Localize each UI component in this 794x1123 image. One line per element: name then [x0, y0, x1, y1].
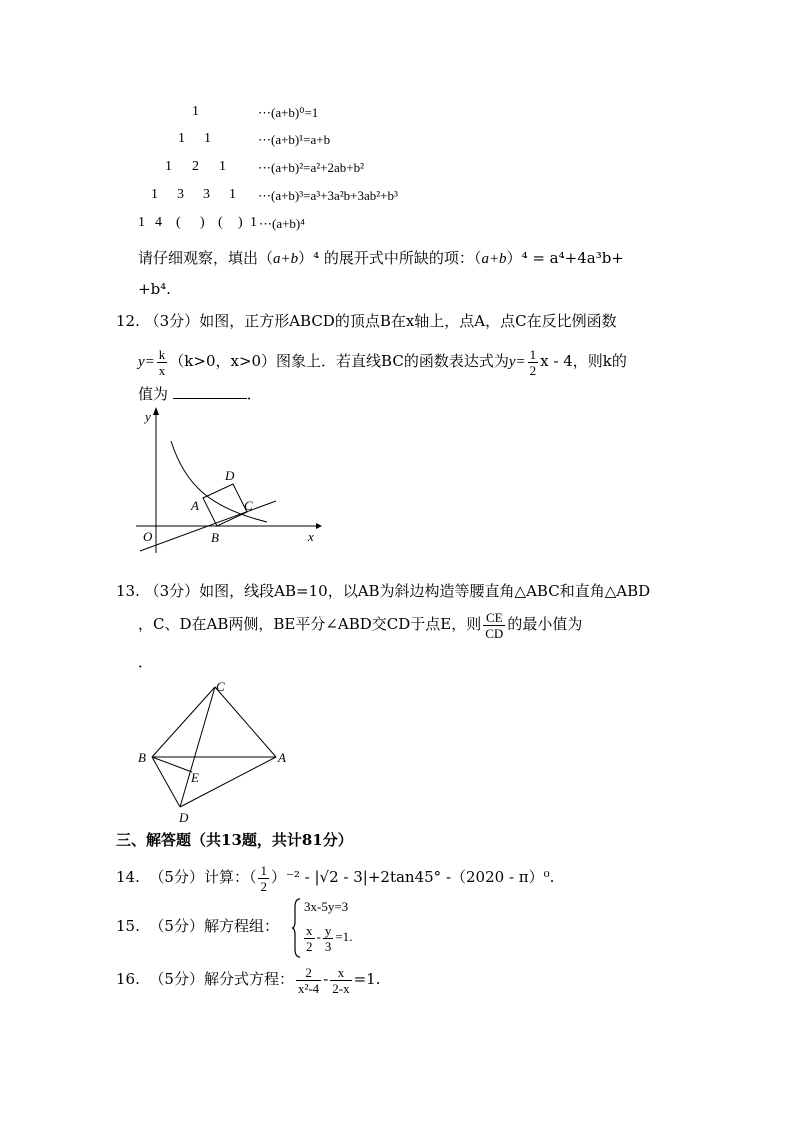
fraction-x-over-2 — [304, 923, 315, 954]
question-text: （5分）计算：（ — [149, 868, 257, 886]
minus-sign: - — [323, 970, 329, 988]
label-e: E — [191, 770, 199, 785]
fraction-denominator: x²-4 — [297, 980, 320, 996]
triangle-number: 1 — [192, 104, 199, 119]
expansion-formula: ⋯(a+b)¹=a+b — [258, 132, 331, 147]
question-number: 14. — [116, 868, 140, 886]
segment-ca — [215, 687, 276, 757]
q11-text-part: a+b — [273, 251, 299, 267]
question-text: x - 4，则k的 — [540, 352, 627, 370]
segment-be — [152, 757, 192, 772]
label-c: C — [244, 498, 253, 513]
question-text: =1. — [353, 970, 381, 988]
q13-line2 — [138, 606, 582, 642]
question-text: （k>0，x>0）图象上．若直线BC的函数表达式为 — [169, 352, 509, 370]
system-brace-icon — [292, 897, 302, 959]
triangle-paren: ( — [176, 215, 181, 230]
fraction-ce-over-cd — [483, 610, 505, 641]
fraction-denominator: 2 — [529, 362, 537, 378]
triangle-number: 2 — [192, 159, 199, 174]
equation-2: $\frac{x}{2}$ - $\frac{y}{3}$ =1. — [306, 922, 353, 954]
question-number: 12. — [116, 312, 140, 330]
question-text: （3分）如图，线段AB=10，以AB为斜边构造等腰直角△ABC和直角△ABD — [144, 582, 651, 600]
question-text: 如图，正方形ABCD的顶点B在x轴上，点A，点C在反比例函数 — [199, 312, 617, 330]
q13-figure — [135, 677, 295, 827]
q15-label — [116, 916, 279, 936]
fraction-one-half — [528, 347, 539, 378]
q12-line-y: y= — [508, 354, 526, 370]
question-text: 值为 — [138, 385, 169, 403]
segment-cb — [152, 687, 215, 757]
fraction-denominator: x — [158, 362, 166, 378]
triangle-number: 1 — [250, 215, 257, 230]
expansion-formula: ⋯(a+b)⁰=1 — [258, 105, 319, 120]
question-text: （5分）解分式方程： — [149, 970, 294, 988]
q12-func-y: y= — [138, 354, 155, 370]
triangle-number: 1 — [178, 131, 185, 146]
label-a: A — [191, 498, 199, 513]
label-a: A — [278, 750, 286, 765]
fraction-numerator: y — [324, 922, 332, 938]
triangle-number: 1 — [219, 159, 226, 174]
q16-line — [116, 962, 381, 996]
label-o: O — [143, 529, 153, 544]
fraction-denominator: 2 — [306, 938, 313, 954]
triangle-paren: ) — [238, 215, 243, 230]
triangle-number: 1 — [151, 187, 158, 202]
fraction-x-over-2-x — [330, 965, 351, 996]
fraction-numerator: CE — [483, 610, 505, 626]
label-x: x — [308, 529, 314, 544]
question-text: ． — [246, 385, 262, 403]
question-text: 的最小值为 — [507, 615, 583, 633]
fraction-k-over-x — [157, 347, 168, 378]
triangle-number: 1 — [138, 215, 145, 230]
expansion-formula: ⋯(a+b)²=a²+2ab+b² — [258, 160, 364, 175]
q11-text-part: 请仔细观察，填出（ — [138, 249, 274, 267]
q12-line1 — [116, 311, 617, 331]
question-text: ，C、D在AB两侧，BE平分∠ABD交CD于点E，则 — [138, 615, 482, 633]
label-d: D — [179, 810, 189, 825]
fraction-numerator: 1 — [260, 862, 267, 878]
triangle-number: 4 — [155, 215, 162, 230]
fraction-y-over-3 — [323, 923, 334, 954]
q11-text-line2: +b⁴. — [138, 280, 171, 298]
triangle-number: 1 — [204, 131, 211, 146]
triangle-number: 3 — [177, 187, 184, 202]
triangle-number: 1 — [165, 159, 172, 174]
label-c: C — [216, 679, 225, 694]
equation-rest: =1 — [335, 929, 350, 944]
question-text: （5分）解方程组： — [149, 917, 279, 935]
q12-line2 — [138, 344, 627, 379]
q13-line1 — [116, 581, 650, 601]
question-score: （3分） — [144, 312, 200, 330]
q11-text-part: ）⁴ 的展开式中所缺的项：（ — [298, 249, 482, 267]
segment-cd — [180, 687, 215, 807]
section-heading: 三、解答题（共13题，共计81分） — [116, 831, 353, 849]
fraction-denominator: 2-x — [332, 980, 350, 996]
fraction-denominator: 3 — [324, 938, 332, 954]
fraction-numerator: 1 — [529, 346, 537, 362]
question-text: ）⁻² - |√2 - 3|+2tan45° -（2020 - π）⁰. — [270, 868, 555, 886]
segment-bd — [152, 757, 180, 807]
answer-blank[interactable] — [173, 384, 247, 399]
q12-figure — [130, 405, 330, 555]
question-number: 15. — [116, 917, 140, 935]
triangle-paren: ( — [218, 215, 223, 230]
q14-line — [116, 860, 554, 894]
expansion-formula: ⋯(a+b)³=a³+3a²b+3ab²+b³ — [258, 188, 398, 203]
label-y: y — [145, 409, 151, 424]
x-axis-arrow-icon — [316, 523, 322, 529]
fraction-2-over-x2-4 — [296, 965, 321, 996]
equation-1: 3x-5y=3 — [304, 899, 349, 914]
fraction-numerator: k — [158, 346, 166, 362]
q13-line3: ． — [138, 653, 154, 671]
q11-text — [138, 248, 624, 269]
triangle-paren: ) — [200, 215, 205, 230]
label-d: D — [225, 468, 235, 483]
fraction-one-half — [258, 863, 269, 894]
fraction-denominator: 2 — [260, 878, 267, 894]
expansion-formula: ⋯(a+b)⁴ — [259, 216, 305, 231]
q11-text-part: a+b — [481, 251, 507, 267]
triangle-number: 3 — [203, 187, 210, 202]
fraction-numerator: x — [306, 922, 313, 938]
label-b: B — [138, 750, 146, 765]
fraction-denominator: CD — [485, 625, 504, 641]
question-number: 13. — [116, 582, 140, 600]
question-number: 16. — [116, 970, 140, 988]
fraction-numerator: 2 — [296, 965, 321, 981]
triangle-number: 1 — [229, 187, 236, 202]
q11-text-part: ）⁴ = a⁴+4a³b+ — [506, 249, 624, 267]
fraction-numerator: x — [330, 965, 351, 981]
label-b: B — [211, 530, 219, 545]
y-axis-arrow-icon — [153, 407, 159, 415]
q12-line3 — [138, 384, 262, 404]
question-text: . — [349, 929, 353, 944]
